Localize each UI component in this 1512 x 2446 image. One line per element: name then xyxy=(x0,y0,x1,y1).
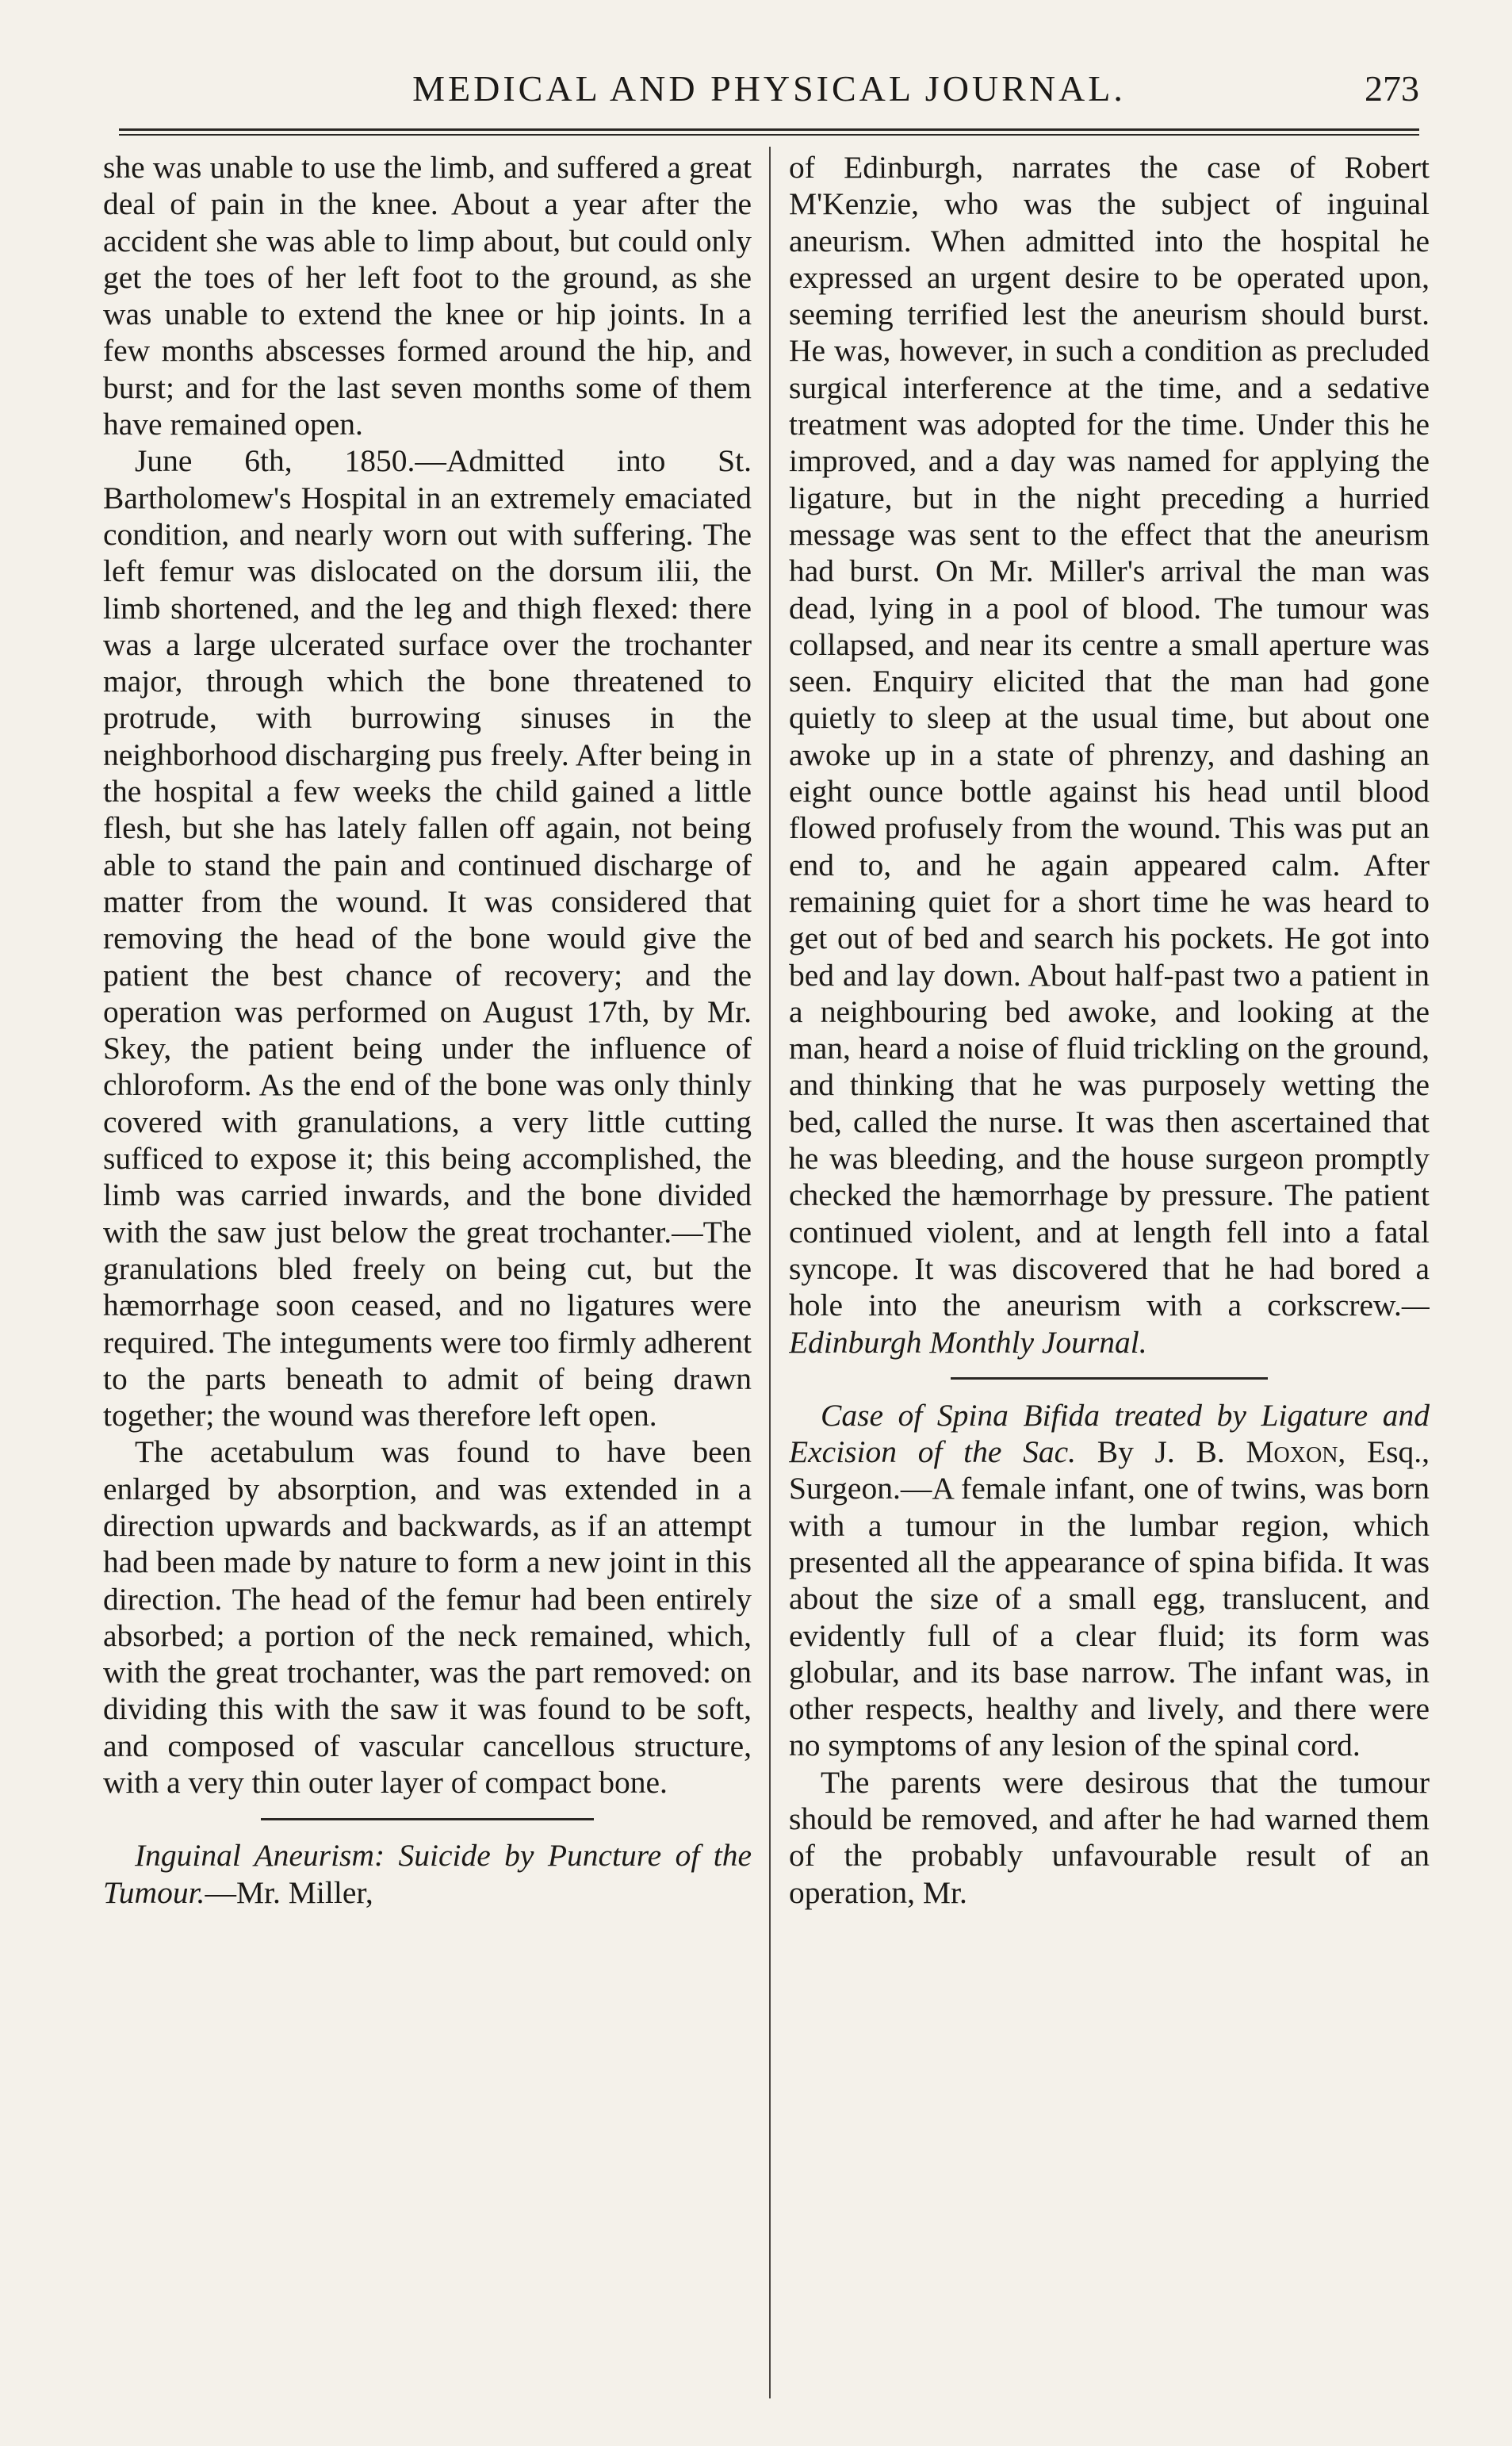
page-number: 273 xyxy=(1365,68,1419,109)
article-title: Case of Spina Bifida treated by Ligature and Excision of the Sac. xyxy=(789,1397,1430,1470)
paragraph-parents: The parents were desirous that the tumour should be removed, and after he had warned them of the probably unfavourable result of an operation, Mr. xyxy=(789,1764,1430,1910)
author-name: J. B. Moxon xyxy=(1154,1434,1338,1470)
article-body: , Esq., Surgeon.—A female infant, one of twins, was born with a tumour in the lumbar region, which presented all the appearance of spina bifida. It was about the size of a small egg, translucent, and evidently full of a clear fluid; its form was globular, and its base narrow. The infant was, in other respects, healthy and lively, and there were no symptoms of any lesion of the spinal cord. xyxy=(789,1434,1430,1763)
article-inguinal-aneurism xyxy=(103,1837,752,1911)
article-opening: —Mr. Miller, xyxy=(205,1874,373,1910)
left-column xyxy=(103,149,752,2401)
article-title: Inguinal Aneurism: Suicide by Puncture of the Tumour. xyxy=(103,1838,752,1910)
paragraph-acetabulum: The acetabulum was found to have been enlarged by absorption, and was extended in a direction upwards and backwards, as if an attempt had been made by nature to form a new joint in this direction. The head of the femur had been entirely absorbed; a portion of the neck remained, which, with the great trochanter, was the part removed: on dividing this with the saw it was found to be soft, and composed of vascular cancellous structure, with a very thin outer layer of compact bone. xyxy=(103,1434,752,1801)
paragraph-admission: June 6th, 1850.—Admitted into St. Bartholomew's Hospital in an extremely emaciated condition, and nearly worn out with suffering. The left femur was dislocated on the dorsum ilii, the limb shortened, and the leg and thigh flexed: there was a large ulcerated surface over the trochanter major, through which the bone threatened to protrude, with burrowing sinuses in the neighborhood discharging pus freely. After being in the hospital a few weeks the child gained a little flesh, but she has lately fallen off again, not being able to stand the pain and continued discharge of matter from the wound. It was considered that removing the head of the bone would give the patient the best chance of recovery; and the operation was performed on August 17th, by Mr. Skey, the patient being under the influence of chloroform. As the end of the bone was only thinly covered with granulations, a very little cutting sufficed to expose it; this being accomplished, the limb was carried inwards, and the bone divided with the saw just below the great trochanter.—The granulations bled freely on being cut, but the hæmorrhage soon ceased, and no ligatures were required. The integuments were too firmly adherent to the parts beneath to admit of being drawn together; the wound was therefore left open. xyxy=(103,443,752,1434)
article-spina-bifida xyxy=(789,1397,1430,1764)
paragraph-case-history: she was unable to use the limb, and suffered a great deal of pain in the knee. About a year after the accident she was able to limp about, but could only get the toes of her left foot to the ground, as she was unable to extend the knee or hip joints. In a few months abscesses formed around the hip, and burst; and for the last seven months some of them have remained open. xyxy=(103,150,752,442)
author-prefix: By xyxy=(1097,1434,1155,1470)
section-separator xyxy=(789,1361,1430,1397)
column-divider xyxy=(769,147,771,2398)
source-citation: —Edinburgh Monthly Journal. xyxy=(789,1288,1430,1360)
running-title: MEDICAL AND PHYSICAL JOURNAL. xyxy=(412,68,1126,109)
paragraph-mkenzie-case xyxy=(789,149,1430,1361)
right-column xyxy=(789,149,1430,2401)
header-double-rule xyxy=(119,128,1419,136)
running-head xyxy=(119,65,1419,121)
case-narrative: of Edinburgh, narrates the case of Robert M'Kenzie, who was the subject of inguinal aneurism. When admitted into the hospital he expressed an urgent desire to be operated upon, seeming terrified lest the aneurism should burst. He was, however, in such a condition as precluded surgical interference at the time, and a sedative treatment was adopted for the time. Under this he improved, and a day was named for applying the ligature, but in the night preceding a hurried message was sent to the effect that the aneurism had burst. On Mr. Miller's arrival the man was dead, lying in a pool of blood. The tumour was collapsed, and near its centre a small aperture was seen. Enquiry elicited that the man had gone quietly to sleep at the usual time, but about one awoke up in a state of phrenzy, and dashing an eight ounce bottle against his head until blood flowed profusely from the wound. This was put an end to, and he again appeared calm. After remaining quiet for a short time he was heard to get out of bed and search his pockets. He got into bed and lay down. About half-past two a patient in a neighbouring bed awoke, and looking at the man, heard a noise of fluid trickling on the ground, and thinking that he was purposely wetting the bed, called the nurse. It was then ascertained that he was bleeding, and the house surgeon promptly checked the hæmorrhage by pressure. The patient continued violent, and at length fell into a fatal syncope. It was discovered that he had bored a hole into the aneurism with a corkscrew. xyxy=(789,150,1430,1323)
section-separator xyxy=(103,1801,752,1837)
